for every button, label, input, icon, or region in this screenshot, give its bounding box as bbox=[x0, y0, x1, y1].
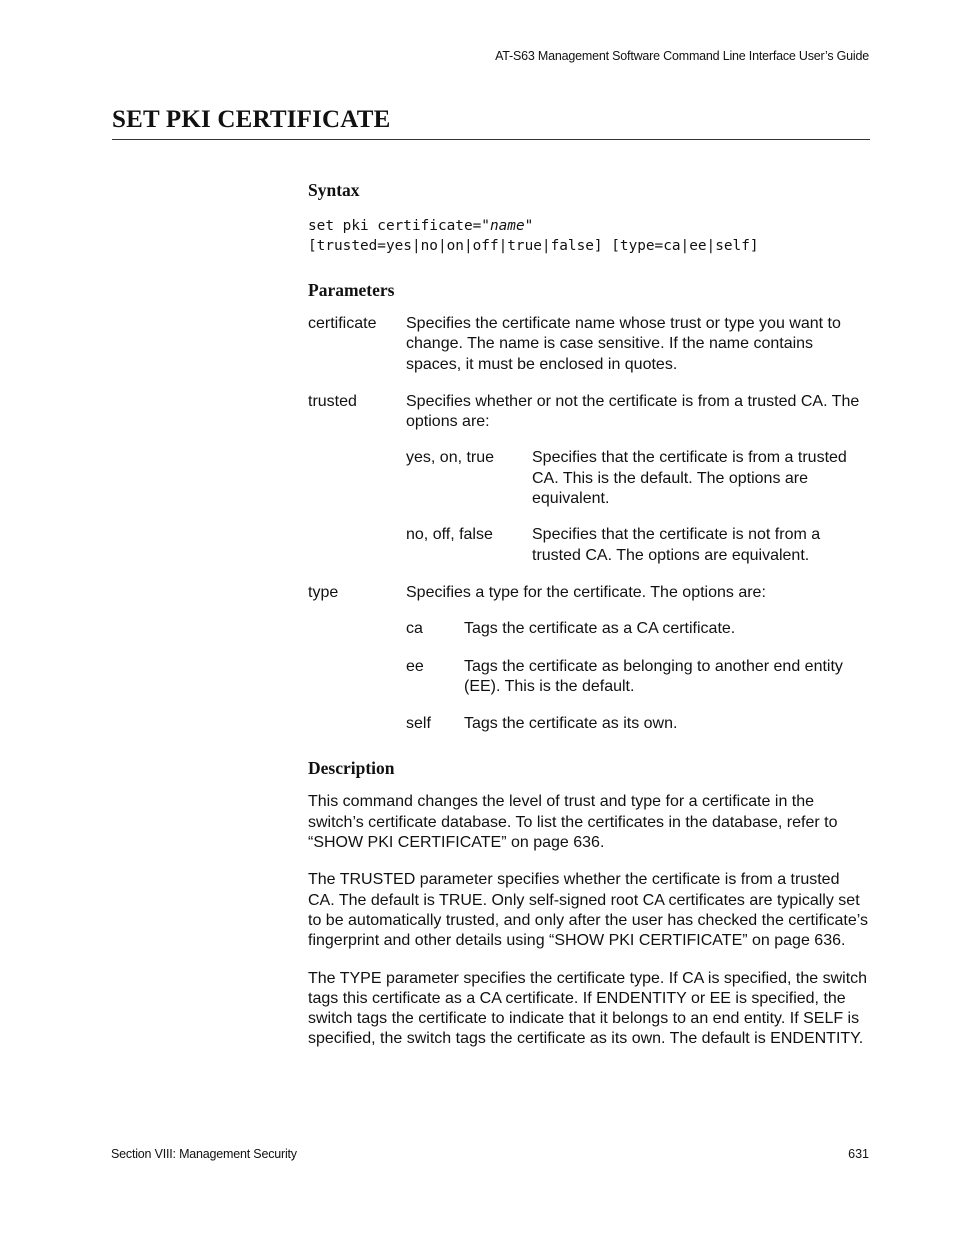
option-description: Tags the certificate as its own. bbox=[464, 715, 678, 733]
option-row bbox=[406, 714, 870, 734]
syntax-line-1-prefix: set pki certificate=" bbox=[308, 218, 490, 234]
option-row bbox=[406, 657, 870, 698]
page-title: SET PKI CERTIFICATE bbox=[112, 106, 391, 133]
description-paragraph: This command changes the level of trust and type for a certificate in the switch’s certificate database. To list the certificates in the database, refer to “SHOW PKI CERTIFICATE” on page 636. bbox=[308, 793, 838, 852]
syntax-block bbox=[308, 216, 870, 256]
param-description bbox=[406, 583, 870, 734]
footer-section: Section VIII: Management Security bbox=[111, 1147, 297, 1161]
option-term: ca bbox=[406, 620, 423, 638]
option-term: ee bbox=[406, 657, 424, 675]
param-description-text: Specifies a type for the certificate. The options are: bbox=[406, 583, 766, 601]
param-description bbox=[406, 392, 870, 566]
description-heading: Description bbox=[308, 758, 395, 779]
param-row-trusted bbox=[308, 392, 870, 566]
syntax-line-2: [trusted=yes|no|on|off|true|false] [type=ca|ee|self] bbox=[308, 238, 759, 254]
running-header: AT-S63 Management Software Command Line Interface User’s Guide bbox=[495, 49, 869, 63]
parameters-heading: Parameters bbox=[308, 280, 395, 300]
syntax-heading: Syntax bbox=[308, 180, 360, 200]
content bbox=[308, 178, 870, 1050]
param-row-certificate bbox=[308, 314, 870, 375]
param-row-type bbox=[308, 583, 870, 734]
option-term: no, off, false bbox=[406, 526, 493, 544]
option-description: Specifies that the certificate is from a trusted CA. This is the default. The options are equivalent. bbox=[532, 449, 847, 508]
syntax-line-1 bbox=[308, 216, 870, 236]
option-term: self bbox=[406, 715, 431, 733]
footer-page-number: 631 bbox=[848, 1147, 869, 1161]
param-term: type bbox=[308, 583, 339, 601]
syntax-line-1-suffix: " bbox=[524, 218, 534, 234]
description-paragraph: The TRUSTED parameter specifies whether the certificate is from a trusted CA. The default is TRUE. Only self-signed root CA certificates are typically set to be automatically trusted, and only after the user has checked the certificate’s fingerprint and other details using “SHOW PKI CERTIFICATE” on page 636. bbox=[308, 871, 869, 950]
option-description: Tags the certificate as a CA certificate. bbox=[464, 620, 736, 638]
option-description: Specifies that the certificate is not from a trusted CA. The options are equivalent. bbox=[532, 526, 821, 564]
option-row bbox=[406, 525, 870, 566]
option-description: Tags the certificate as belonging to another end entity (EE). This is the default. bbox=[464, 657, 843, 695]
title-rule bbox=[112, 139, 870, 140]
param-term: certificate bbox=[308, 315, 377, 332]
param-description: Specifies the certificate name whose trust or type you want to change. The name is case sensitive. If the name contains spaces, it must be enclosed in quotes. bbox=[406, 315, 841, 373]
param-term: trusted bbox=[308, 392, 357, 410]
option-row bbox=[406, 448, 870, 509]
option-row bbox=[406, 619, 870, 639]
description-paragraph: The TYPE parameter specifies the certificate type. If CA is specified, the switch tags this certificate as a CA certificate. If ENDENTITY or EE is specified, the switch tags the certificate to indicate that it belongs to an end entity. If SELF is specified, the switch tags the certificate as its own. The default is ENDENTITY. bbox=[308, 969, 868, 1048]
param-description-text: Specifies whether or not the certificate is from a trusted CA. The options are: bbox=[406, 392, 860, 431]
option-term: yes, on, true bbox=[406, 449, 495, 467]
syntax-placeholder: name bbox=[489, 218, 525, 234]
